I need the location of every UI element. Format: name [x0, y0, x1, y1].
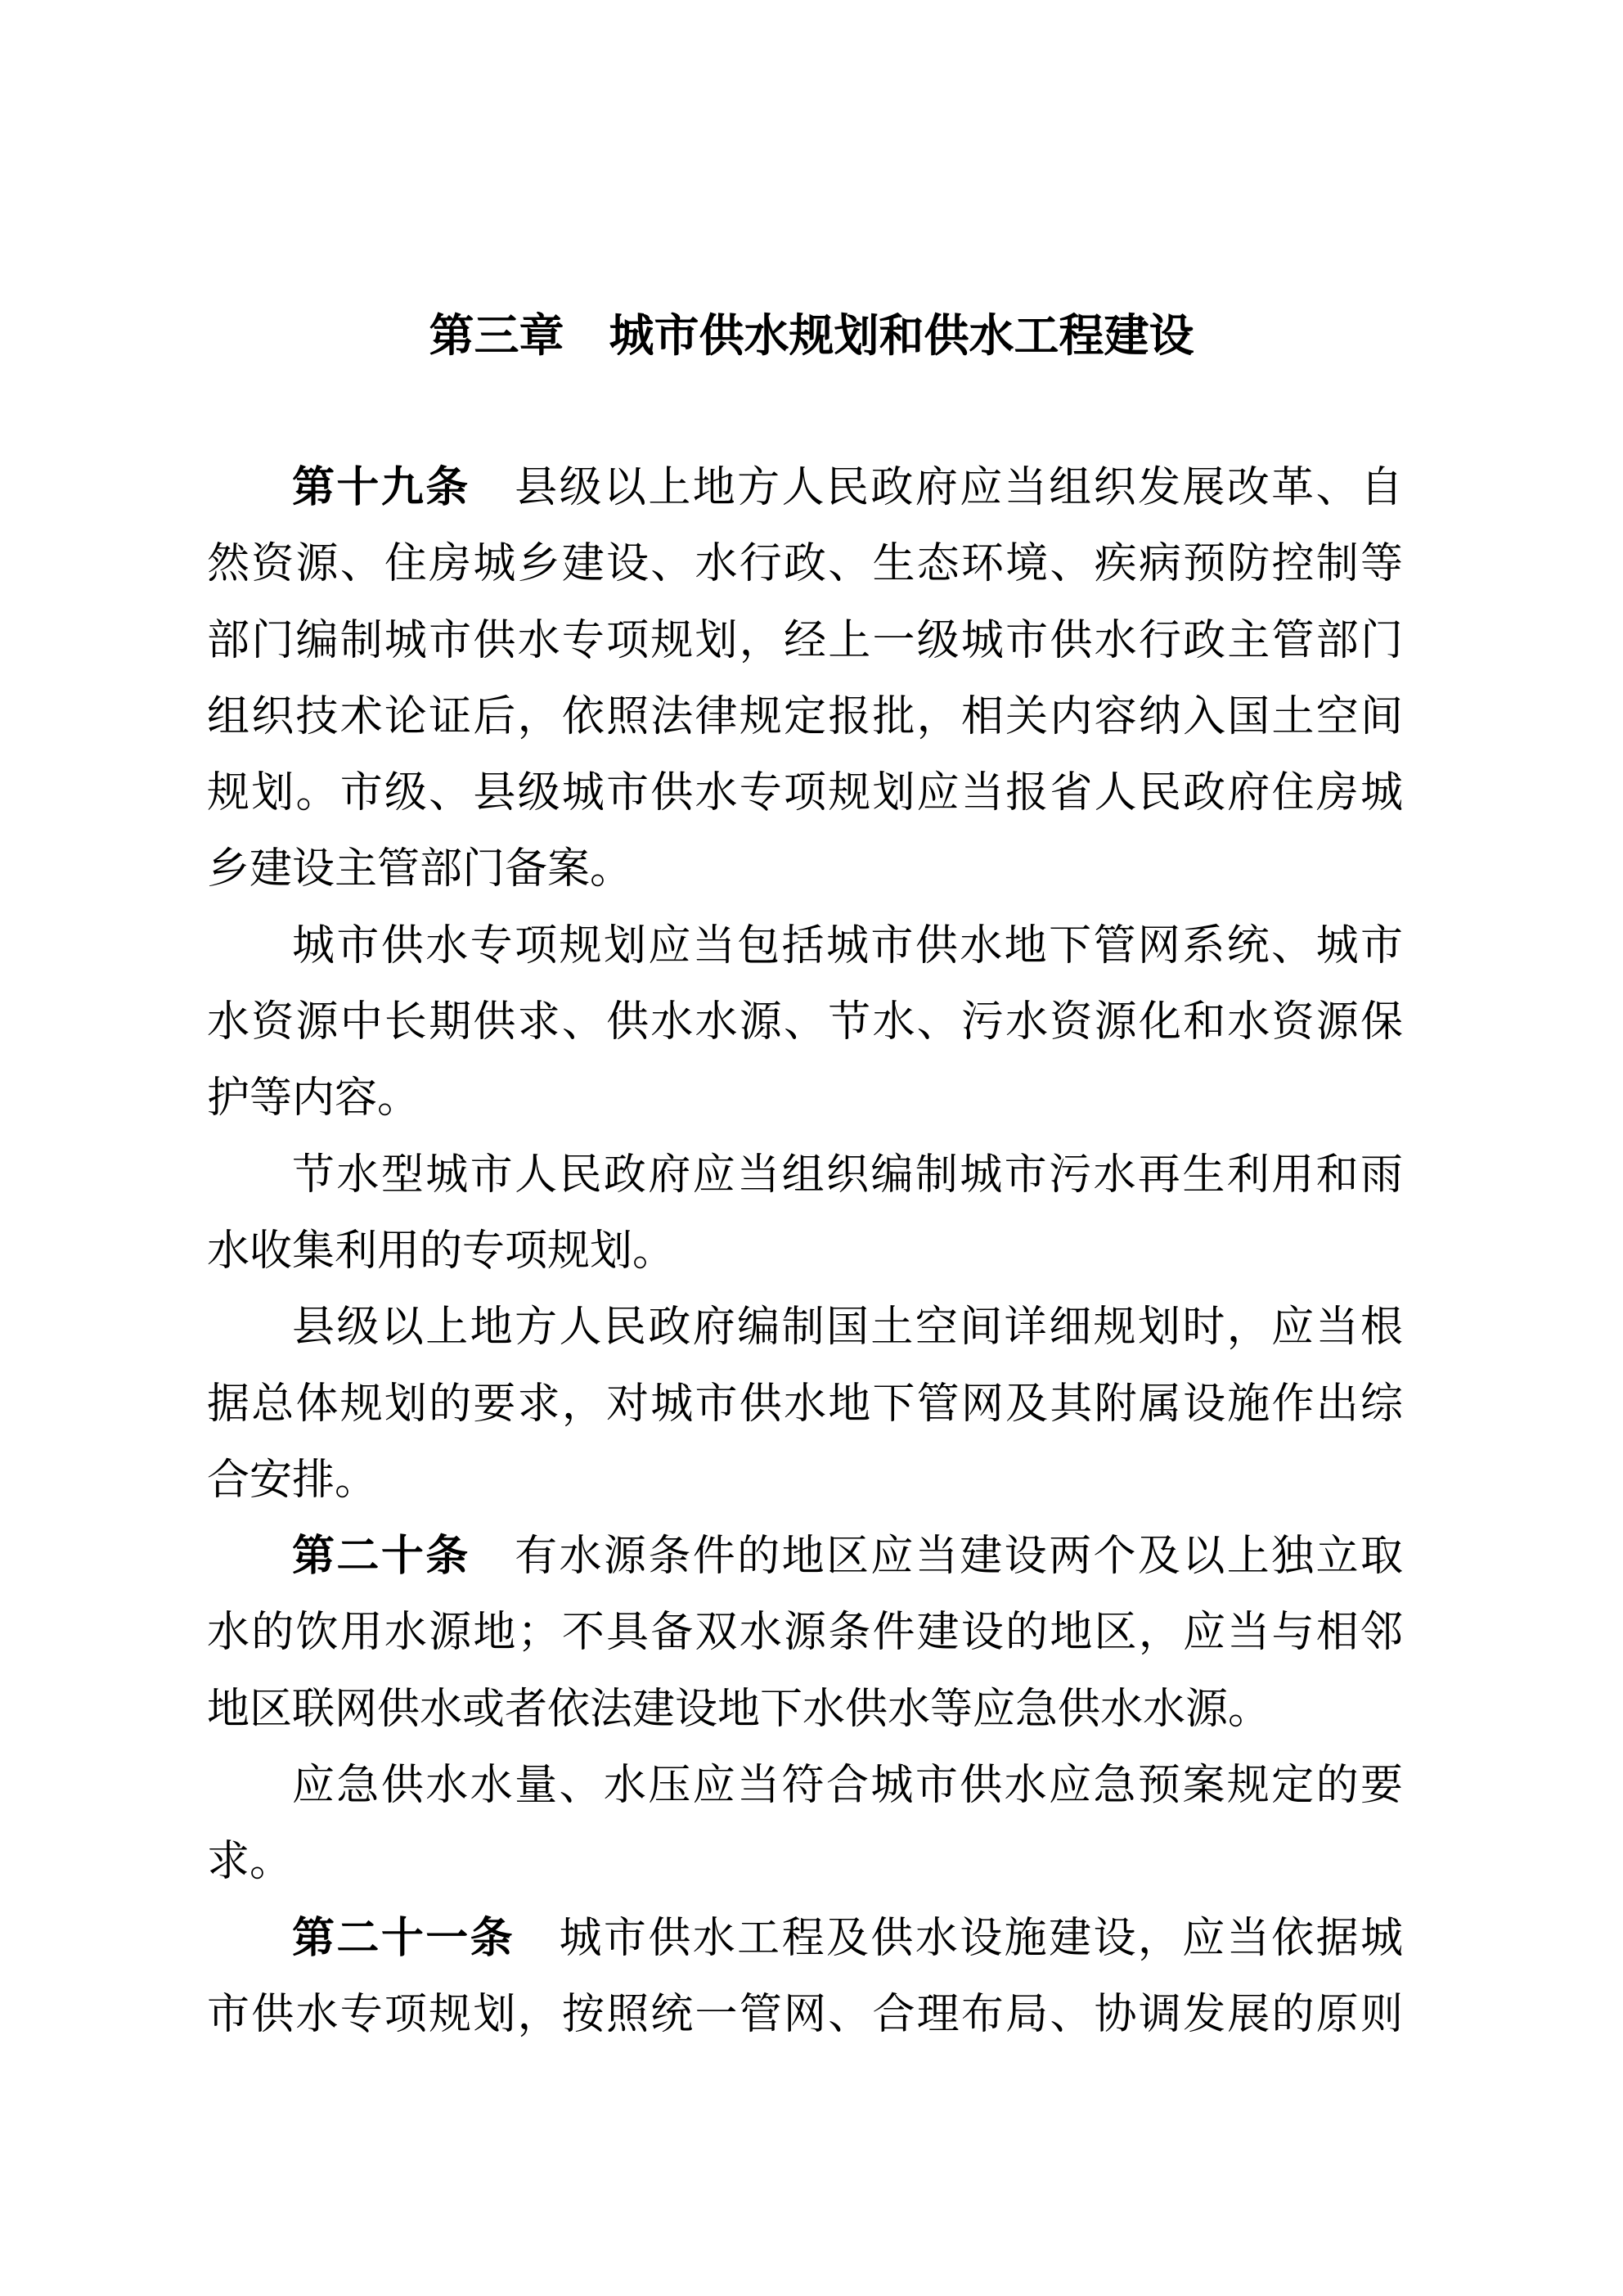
article-19-para-2	[207, 908, 1403, 1137]
text-segment: 县级以上地方人民政府编制国土空间详细规划时，应当根	[292, 1304, 1403, 1352]
text-line	[207, 603, 1403, 679]
text-line	[207, 831, 1403, 907]
article-20-para-1	[207, 1519, 1403, 1748]
text-line	[207, 1595, 1403, 1671]
document-body	[207, 450, 1403, 2053]
text-line	[207, 526, 1403, 602]
text-segment: 护等内容。	[207, 1075, 420, 1123]
chapter-title: 第三章 城市供水规划和供水工程建设	[429, 310, 1194, 361]
text-line	[207, 1824, 1403, 1900]
text-line	[207, 1213, 1403, 1290]
text-segment: 求。	[207, 1839, 293, 1886]
text-line	[207, 450, 1403, 526]
text-line	[207, 1443, 1403, 1519]
text-line	[207, 1137, 1403, 1213]
article-20-para-2	[207, 1748, 1403, 1901]
text-line	[207, 1901, 1403, 1977]
text-line	[207, 1748, 1403, 1824]
article-number: 第十九条	[292, 464, 470, 511]
article-19-para-4	[207, 1290, 1403, 1519]
text-segment: 地区联网供水或者依法建设地下水供水等应急供水水源。	[207, 1686, 1271, 1733]
article-number: 第二十条	[292, 1533, 470, 1581]
text-segment: 组织技术论证后，依照法律规定报批，相关内容纳入国土空间	[207, 693, 1403, 741]
text-segment: 城市供水专项规划应当包括城市供水地下管网系统、城市	[292, 922, 1403, 970]
text-segment: 部门编制城市供水专项规划，经上一级城市供水行政主管部门	[207, 617, 1403, 664]
text-line	[207, 1290, 1403, 1366]
text-line	[207, 1519, 1403, 1595]
text-segment: 城市供水工程及供水设施建设，应当依据城	[515, 1915, 1403, 1962]
text-segment: 有水源条件的地区应当建设两个及以上独立取	[470, 1533, 1403, 1581]
text-line	[207, 679, 1403, 755]
article-21-para-1	[207, 1901, 1403, 2054]
text-line	[207, 1366, 1403, 1443]
text-segment: 然资源、住房城乡建设、水行政、生态环境、疾病预防控制等	[207, 541, 1403, 588]
text-line	[207, 1977, 1403, 2053]
text-line	[207, 755, 1403, 831]
text-segment: 水的饮用水源地；不具备双水源条件建设的地区，应当与相邻	[207, 1609, 1403, 1657]
article-19-para-1	[207, 450, 1403, 908]
text-segment: 乡建设主管部门备案。	[207, 846, 633, 894]
text-line	[207, 908, 1403, 984]
text-segment: 水资源中长期供求、供水水源、节水、污水资源化和水资源保	[207, 999, 1403, 1047]
text-line	[207, 984, 1403, 1060]
article-number: 第二十一条	[292, 1914, 515, 1962]
text-segment: 规划。市级、县级城市供水专项规划应当报省人民政府住房城	[207, 770, 1403, 817]
text-line	[207, 1672, 1403, 1748]
text-segment: 县级以上地方人民政府应当组织发展改革、自	[470, 465, 1403, 511]
text-segment: 据总体规划的要求，对城市供水地下管网及其附属设施作出综	[207, 1380, 1403, 1428]
text-line	[207, 1060, 1403, 1137]
text-segment: 合安排。	[207, 1456, 378, 1504]
text-segment: 水收集利用的专项规划。	[207, 1227, 676, 1275]
text-segment: 市供水专项规划，按照统一管网、合理布局、协调发展的原则	[207, 1991, 1403, 2038]
text-segment: 应急供水水量、水压应当符合城市供水应急预案规定的要	[292, 1763, 1403, 1810]
article-19-para-3	[207, 1137, 1403, 1290]
text-segment: 节水型城市人民政府应当组织编制城市污水再生利用和雨	[292, 1151, 1403, 1199]
